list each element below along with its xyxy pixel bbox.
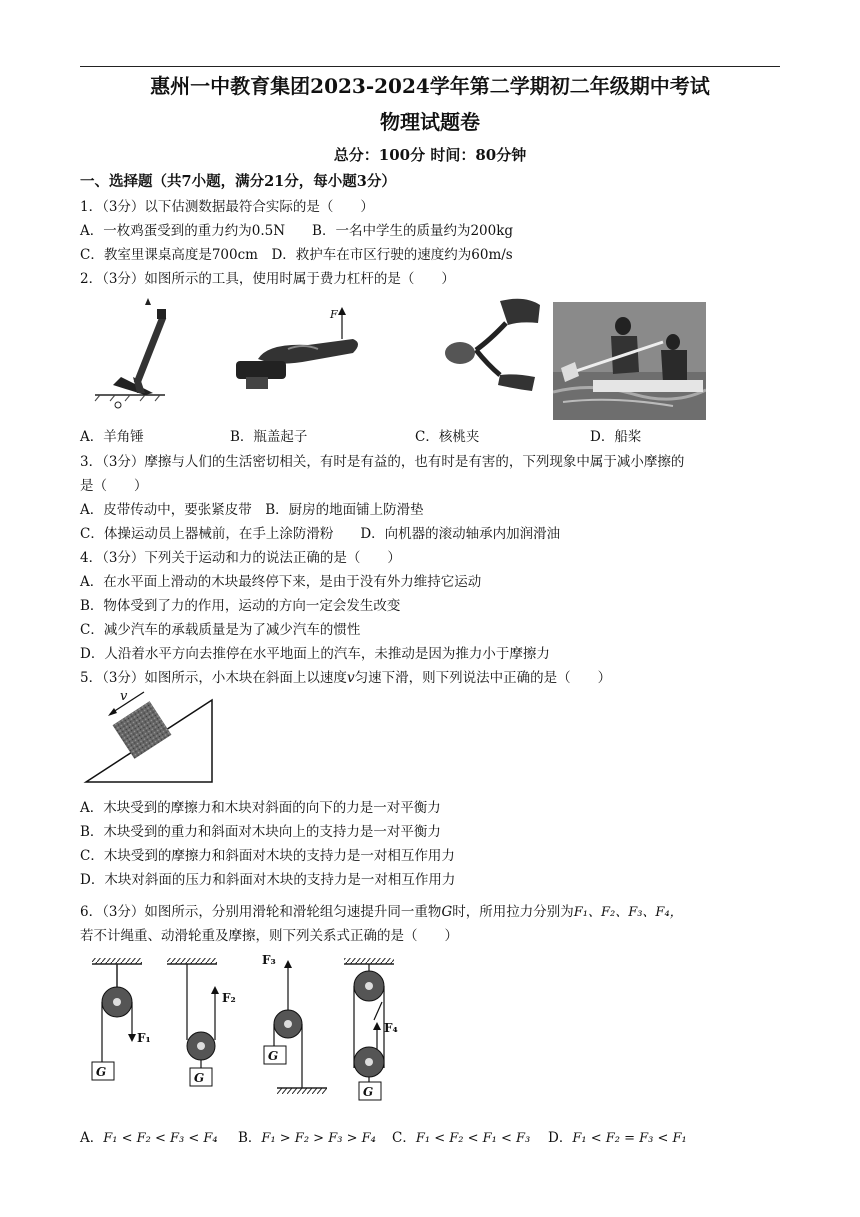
- q6-option-a: A．F₁ < F₂ < F₃ < F₄: [80, 1130, 218, 1146]
- q5-option-b: B．木块受到的重力和斜面对木块向上的支持力是一对平衡力: [80, 824, 441, 840]
- incline-figure: [82, 686, 217, 786]
- svg-text:G: G: [194, 1071, 205, 1085]
- q3-stem-line1: 3．（3分）摩擦与人们的生活密切相关，有时是有益的，也有时是有害的，下列现象中属于减小摩擦的: [80, 454, 685, 470]
- exam-title: 惠州一中教育集团2023-2024学年第二学期初二年级期中考试: [150, 74, 710, 98]
- svg-text:F₄: F₄: [384, 1021, 398, 1035]
- q1-stem: 1．（3分）以下估测数据最符合实际的是（ ）: [80, 199, 374, 215]
- q2-option-b: B．瓶盖起子: [230, 429, 308, 445]
- q2-option-c: C．核桃夹: [415, 429, 480, 445]
- svg-text:G: G: [96, 1065, 107, 1079]
- nutcracker-figure: [430, 295, 545, 415]
- q6-option-d: D．F₁ < F₂ = F₃ < F₁: [548, 1130, 687, 1146]
- q1-options-row2: C．教室里课桌高度是700cm D．救护车在市区行驶的速度约为60m/s: [80, 247, 513, 263]
- q1-options-row1: A．一枚鸡蛋受到的重力约为0.5N B．一名中学生的质量约为200kg: [80, 223, 514, 239]
- q6-option-b: B．F₁ > F₂ > F₃ > F₄: [238, 1130, 376, 1146]
- opener-force-label: F: [330, 308, 338, 321]
- q3-options-row2: C．体操运动员上器械前，在手上涂防滑粉 D．向机器的滚动轴承内加润滑油: [80, 526, 561, 542]
- q6-option-c: C．F₁ < F₂ < F₁ < F₃: [392, 1130, 531, 1146]
- bottle-opener-figure: [228, 305, 373, 395]
- exam-subtitle: 物理试题卷: [380, 110, 480, 134]
- q5-option-c: C．木块受到的摩擦力和斜面对木块的支持力是一对相互作用力: [80, 848, 455, 864]
- q5-stem: 5．（3分）如图所示，小木块在斜面上以速度v匀速下滑，则下列说法中正确的是（ ）: [80, 670, 612, 686]
- q2-option-d: D．船桨: [590, 429, 642, 445]
- svg-text:G: G: [268, 1049, 279, 1063]
- q4-option-a: A．在水平面上滑动的木块最终停下来，是由于没有外力维持它运动: [80, 574, 482, 590]
- pulley-figure: [82, 950, 412, 1115]
- svg-text:F₁: F₁: [137, 1031, 151, 1045]
- header-rule: [80, 66, 780, 67]
- q5-option-d: D．木块对斜面的压力和斜面对木块的支持力是一对相互作用力: [80, 872, 456, 888]
- svg-text:F₂: F₂: [222, 991, 236, 1005]
- hammer-figure: [85, 295, 180, 415]
- q2-option-a: A．羊角锤: [80, 429, 144, 445]
- q5-option-a: A．木块受到的摩擦力和木块对斜面的向下的力是一对平衡力: [80, 800, 441, 816]
- svg-text:G: G: [363, 1085, 374, 1099]
- q3-stem-line2: 是（ ）: [80, 478, 148, 494]
- paddle-photo: [553, 302, 706, 420]
- q4-stem: 4．（3分）下列关于运动和力的说法正确的是（ ）: [80, 550, 401, 566]
- q4-option-b: B．物体受到了力的作用，运动的方向一定会发生改变: [80, 598, 401, 614]
- svg-text:F₃: F₃: [262, 953, 276, 967]
- q4-option-c: C．减少汽车的承载质量是为了减少汽车的惯性: [80, 622, 361, 638]
- q6-stem: 6．（3分）如图所示，分别用滑轮和滑轮组匀速提升同一重物G时，所用拉力分别为F₁、F₂、F₃、F₄，: [80, 904, 683, 920]
- q2-stem: 2．（3分）如图所示的工具，使用时属于费力杠杆的是（ ）: [80, 271, 455, 287]
- section-heading: 一、选择题（共7小题，满分21分，每小题3分）: [80, 173, 396, 190]
- q3-options-row1: A．皮带传动中，要张紧皮带 B．厨房的地面铺上防滑垫: [80, 502, 424, 518]
- incline-velocity-label: v: [120, 689, 128, 704]
- exam-info: 总分：100分 时间：80分钟: [333, 146, 527, 164]
- q4-option-d: D．人沿着水平方向去推停在水平地面上的汽车，未推动是因为推力小于摩擦力: [80, 646, 550, 662]
- q6-stem-line2: 若不计绳重、动滑轮重及摩擦，则下列关系式正确的是（ ）: [80, 928, 458, 944]
